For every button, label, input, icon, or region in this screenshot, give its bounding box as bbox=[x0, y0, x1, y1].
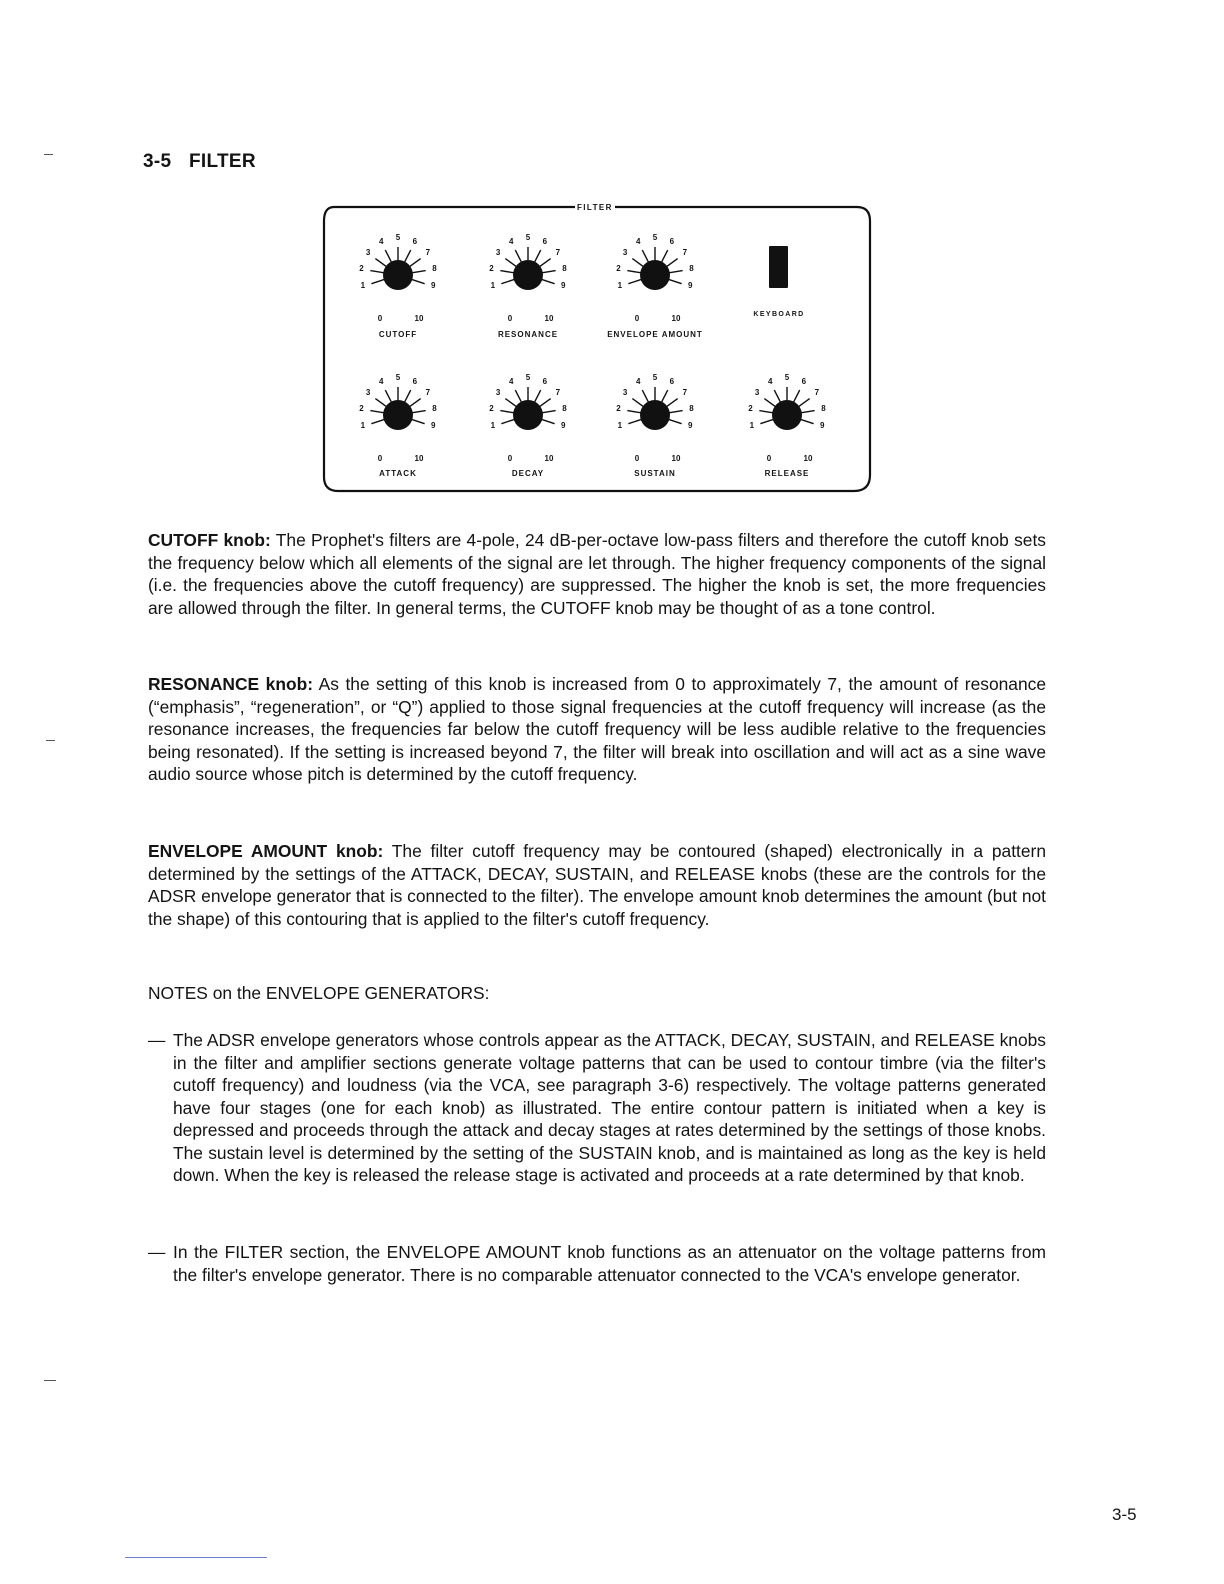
knob-tick-label: 8 bbox=[562, 264, 567, 274]
knob-tick-label: 1 bbox=[617, 281, 623, 291]
knob-ray bbox=[412, 271, 426, 273]
knob-ray bbox=[539, 399, 550, 407]
envelope-amount-text: The filter cutoff frequency may be contoured (shaped) electronically in a pattern determined by the settings of the ATTACK, DECAY, SUSTAIN, and RELEASE knobs (these are the controls for the ADSR envelope generator that is connected to the filter). The envelope amount knob determines the amount (but not the shape) of this contouring that is applied to the filter's cutoff frequency. bbox=[148, 841, 1046, 929]
knob-tick-label: 2 bbox=[489, 264, 494, 274]
knob-tick-label: 4 bbox=[508, 377, 514, 386]
knob-tick-label: 7 bbox=[682, 388, 688, 398]
knob-label-resonance: RESONANCE bbox=[497, 330, 559, 339]
knob-tick-label: 3 bbox=[622, 248, 628, 258]
envelope-amount-term: ENVELOPE AMOUNT knob: bbox=[148, 841, 384, 861]
knob-tick-label: 4 bbox=[378, 377, 384, 386]
knob-ray bbox=[666, 259, 677, 267]
knob-tick-label: 5 bbox=[652, 373, 658, 382]
knob-label-envelope-amount: ENVELOPE AMOUNT bbox=[607, 330, 703, 339]
knob-ray bbox=[370, 411, 384, 413]
knob-ray bbox=[627, 271, 641, 273]
knob-tick-label: 2 bbox=[489, 404, 494, 414]
keyboard-label: KEYBOARD bbox=[753, 311, 805, 318]
notes-heading: NOTES on the ENVELOPE GENERATORS: bbox=[148, 983, 490, 1003]
knob-tick-label: 0 bbox=[377, 314, 383, 323]
cutoff-term: CUTOFF knob: bbox=[148, 530, 271, 550]
knob-tick-label: 3 bbox=[365, 248, 371, 258]
knob-tick-label: 9 bbox=[430, 281, 436, 291]
knob-tick-label: 6 bbox=[542, 237, 548, 246]
note-text: The ADSR envelope generators whose controls appear as the ATTACK, DECAY, SUSTAIN, and RELEASE knobs in the filter and amplifier sections generate voltage patterns that can be used to contour timbre (via the filter's cutoff frequency) and loudness (via the VCA, see paragraph 3-6) respectively. The voltage patterns generated have four stages (one for each knob) as illustrated. The entire contour pattern is initiated when a key is depressed and proceeds through the attack and decay stages at rates determined by the settings of those knobs. The sustain level is determined by the setting of the SUSTAIN knob, and is maintained as long as the key is held down. When the key is released the release stage is activated and proceeds at a rate determined by that knob. bbox=[173, 1030, 1046, 1185]
knob-tick-label: 0 bbox=[377, 454, 383, 463]
knob-ray bbox=[642, 250, 648, 262]
resonance-term: RESONANCE knob: bbox=[148, 674, 314, 694]
knob-ray bbox=[404, 250, 410, 262]
knob-ray bbox=[661, 390, 667, 402]
knob-tick-label: 3 bbox=[622, 388, 628, 398]
knob-label-attack: ATTACK bbox=[379, 469, 417, 478]
note-dash: — bbox=[148, 1242, 166, 1262]
knob-ray bbox=[534, 390, 540, 402]
knob-tick-label: 8 bbox=[562, 404, 567, 414]
knob-dial bbox=[742, 370, 832, 460]
keyboard-switch[interactable] bbox=[769, 246, 788, 288]
knob-tick-label: 10 bbox=[671, 314, 681, 323]
knob-ray bbox=[666, 399, 677, 407]
knob-tick-label: 1 bbox=[490, 421, 496, 431]
knob-tick-label: 10 bbox=[544, 454, 554, 463]
knob-tick-label: 7 bbox=[555, 388, 561, 398]
knob-tick-label: 6 bbox=[669, 237, 675, 246]
knob-ray bbox=[515, 250, 521, 262]
knob-cutoff[interactable] bbox=[359, 233, 437, 339]
knob-tick-label: 8 bbox=[821, 404, 826, 414]
cutoff-text: The Prophet's filters are 4-pole, 24 dB-per-octave low-pass filters and therefore the cutoff knob sets the frequency below which all elements of the signal are let through. The higher frequency components of the signal (i.e. the frequencies above the cutoff frequency) are suppressed. The higher the knob is set, the more frequencies are allowed through the filter. In general terms, the CUTOFF knob may be thought of as a tone control. bbox=[148, 530, 1046, 618]
knob-tick-label: 2 bbox=[359, 404, 364, 414]
knob-tick-label: 3 bbox=[365, 388, 371, 398]
knob-ray bbox=[505, 399, 516, 407]
knob-ray bbox=[542, 271, 556, 273]
knob-tick-label: 1 bbox=[749, 421, 755, 431]
section-heading bbox=[143, 151, 256, 173]
knob-tick-label: 9 bbox=[687, 281, 693, 291]
knob-label-cutoff: CUTOFF bbox=[378, 330, 418, 339]
knob-tick-label: 4 bbox=[635, 237, 641, 246]
knob-ray bbox=[798, 399, 809, 407]
knob-ray bbox=[628, 279, 641, 283]
knob-tick-label: 8 bbox=[689, 404, 694, 414]
knob-label-release: RELEASE bbox=[764, 469, 810, 478]
knob-ray bbox=[501, 419, 514, 423]
knob-tick-label: 8 bbox=[432, 404, 437, 414]
knob-tick-label: 5 bbox=[395, 233, 401, 242]
knob-tick-label: 2 bbox=[616, 404, 621, 414]
knob-tick-label: 6 bbox=[801, 377, 807, 386]
knob-body bbox=[513, 400, 543, 430]
knob-ray bbox=[774, 390, 780, 402]
knob-tick-label: 7 bbox=[425, 388, 431, 398]
knob-ray bbox=[411, 279, 424, 283]
knob-dial bbox=[610, 230, 700, 320]
knob-tick-label: 9 bbox=[560, 421, 566, 431]
section-number: 3-5 bbox=[143, 151, 172, 172]
knob-ray bbox=[371, 279, 384, 283]
knob-ray bbox=[539, 259, 550, 267]
knob-ray bbox=[505, 259, 516, 267]
knob-ray bbox=[371, 419, 384, 423]
knob-label-sustain: SUSTAIN bbox=[634, 469, 676, 478]
knob-tick-label: 7 bbox=[682, 248, 688, 258]
knob-tick-label: 0 bbox=[507, 314, 513, 323]
knob-body bbox=[640, 260, 670, 290]
knob-ray bbox=[627, 411, 641, 413]
knob-ray bbox=[370, 271, 384, 273]
knob-label-decay: DECAY bbox=[511, 469, 545, 478]
knob-tick-label: 0 bbox=[507, 454, 513, 463]
page-number: 3-5 bbox=[1112, 1505, 1137, 1524]
knob-ray bbox=[642, 390, 648, 402]
knob-ray bbox=[632, 259, 643, 267]
knob-tick-label: 1 bbox=[360, 281, 366, 291]
knob-ray bbox=[759, 411, 773, 413]
knob-ray bbox=[500, 411, 514, 413]
filter-panel-diagram bbox=[322, 205, 872, 495]
knob-dial bbox=[483, 370, 573, 460]
knob-tick-label: 10 bbox=[414, 314, 424, 323]
knob-ray bbox=[515, 390, 521, 402]
knob-tick-label: 4 bbox=[767, 377, 773, 386]
knob-body bbox=[772, 400, 802, 430]
knob-ray bbox=[500, 271, 514, 273]
knob-body bbox=[383, 260, 413, 290]
knob-envelope-amount[interactable] bbox=[607, 233, 703, 339]
knob-tick-label: 6 bbox=[542, 377, 548, 386]
knob-release[interactable] bbox=[748, 373, 826, 478]
knob-tick-label: 3 bbox=[754, 388, 760, 398]
knob-dial bbox=[353, 230, 443, 320]
knob-ray bbox=[668, 419, 681, 423]
knob-tick-label: 5 bbox=[784, 373, 790, 382]
bottom-rule bbox=[125, 1557, 267, 1558]
knob-tick-label: 6 bbox=[669, 377, 675, 386]
knob-tick-label: 9 bbox=[430, 421, 436, 431]
knob-ray bbox=[541, 279, 554, 283]
knob-ray bbox=[375, 259, 386, 267]
knob-tick-label: 10 bbox=[414, 454, 424, 463]
knob-ray bbox=[375, 399, 386, 407]
knob-ray bbox=[411, 419, 424, 423]
knob-dial bbox=[483, 230, 573, 320]
knob-tick-label: 10 bbox=[544, 314, 554, 323]
knob-ray bbox=[661, 250, 667, 262]
knob-tick-label: 7 bbox=[425, 248, 431, 258]
knob-body bbox=[383, 400, 413, 430]
resonance-text: As the setting of this knob is increased from 0 to approximately 7, the amount of resonance (“emphasis”, “regeneration”, or “Q”) applied to those signal frequencies at the cutoff frequency will increase (as the resonance increases, the frequencies far below the cutoff frequency will be less audible relative to the frequencies being resonated). If the setting is increased beyond 7, the filter will break into oscillation and will act as a sine wave audio source whose pitch is determined by the cutoff frequency. bbox=[148, 674, 1046, 784]
knob-ray bbox=[628, 419, 641, 423]
knob-tick-label: 7 bbox=[555, 248, 561, 258]
cutoff-paragraph bbox=[148, 529, 1046, 619]
knob-tick-label: 6 bbox=[412, 237, 418, 246]
margin-mark bbox=[44, 154, 53, 155]
knob-tick-label: 0 bbox=[634, 314, 640, 323]
knob-tick-label: 9 bbox=[687, 421, 693, 431]
knob-tick-label: 1 bbox=[617, 421, 623, 431]
knob-ray bbox=[800, 419, 813, 423]
knob-tick-label: 6 bbox=[412, 377, 418, 386]
knob-ray bbox=[632, 399, 643, 407]
knob-tick-label: 8 bbox=[689, 264, 694, 274]
knob-ray bbox=[541, 419, 554, 423]
knob-resonance[interactable] bbox=[489, 233, 567, 339]
knob-tick-label: 1 bbox=[490, 281, 496, 291]
knob-tick-label: 9 bbox=[819, 421, 825, 431]
margin-mark bbox=[44, 1380, 56, 1381]
knob-tick-label: 5 bbox=[525, 233, 531, 242]
margin-mark bbox=[46, 740, 55, 741]
knob-tick-label: 5 bbox=[395, 373, 401, 382]
knob-body bbox=[513, 260, 543, 290]
note-text: In the FILTER section, the ENVELOPE AMOUNT knob functions as an attenuator on the voltage patterns from the filter's envelope generator. There is no comparable attenuator connected to the VCA's envelope generator. bbox=[173, 1242, 1046, 1285]
knob-ray bbox=[409, 259, 420, 267]
knob-ray bbox=[542, 411, 556, 413]
note-item bbox=[148, 1029, 1046, 1187]
knob-tick-label: 10 bbox=[671, 454, 681, 463]
knob-tick-label: 5 bbox=[652, 233, 658, 242]
knob-tick-label: 1 bbox=[360, 421, 366, 431]
section-title: FILTER bbox=[188, 151, 256, 172]
knob-decay[interactable] bbox=[489, 373, 567, 478]
knob-tick-label: 10 bbox=[803, 454, 813, 463]
knob-tick-label: 2 bbox=[748, 404, 753, 414]
knob-ray bbox=[412, 411, 426, 413]
knob-tick-label: 9 bbox=[560, 281, 566, 291]
knob-ray bbox=[385, 250, 391, 262]
note-dash: — bbox=[148, 1030, 166, 1050]
knob-tick-label: 7 bbox=[814, 388, 820, 398]
knob-body bbox=[640, 400, 670, 430]
knob-ray bbox=[764, 399, 775, 407]
knob-ray bbox=[501, 279, 514, 283]
knob-sustain[interactable] bbox=[616, 373, 694, 478]
knob-tick-label: 3 bbox=[495, 388, 501, 398]
knob-tick-label: 0 bbox=[766, 454, 772, 463]
resonance-paragraph bbox=[148, 673, 1046, 786]
knob-ray bbox=[409, 399, 420, 407]
knob-attack[interactable] bbox=[359, 373, 437, 478]
knob-dial bbox=[353, 370, 443, 460]
knob-ray bbox=[385, 390, 391, 402]
knob-ray bbox=[534, 250, 540, 262]
knob-ray bbox=[793, 390, 799, 402]
knob-ray bbox=[668, 279, 681, 283]
knob-ray bbox=[404, 390, 410, 402]
knob-tick-label: 8 bbox=[432, 264, 437, 274]
knob-ray bbox=[801, 411, 815, 413]
knob-ray bbox=[669, 271, 683, 273]
knob-tick-label: 4 bbox=[378, 237, 384, 246]
knob-tick-label: 2 bbox=[616, 264, 621, 274]
note-item bbox=[148, 1241, 1046, 1286]
knob-dial bbox=[610, 370, 700, 460]
knob-tick-label: 5 bbox=[525, 373, 531, 382]
knob-tick-label: 4 bbox=[635, 377, 641, 386]
envelope-amount-paragraph bbox=[148, 840, 1046, 930]
knob-ray bbox=[760, 419, 773, 423]
panel-title: FILTER bbox=[577, 203, 613, 212]
knob-tick-label: 0 bbox=[634, 454, 640, 463]
knob-tick-label: 2 bbox=[359, 264, 364, 274]
knob-tick-label: 4 bbox=[508, 237, 514, 246]
knob-tick-label: 3 bbox=[495, 248, 501, 258]
knob-ray bbox=[669, 411, 683, 413]
